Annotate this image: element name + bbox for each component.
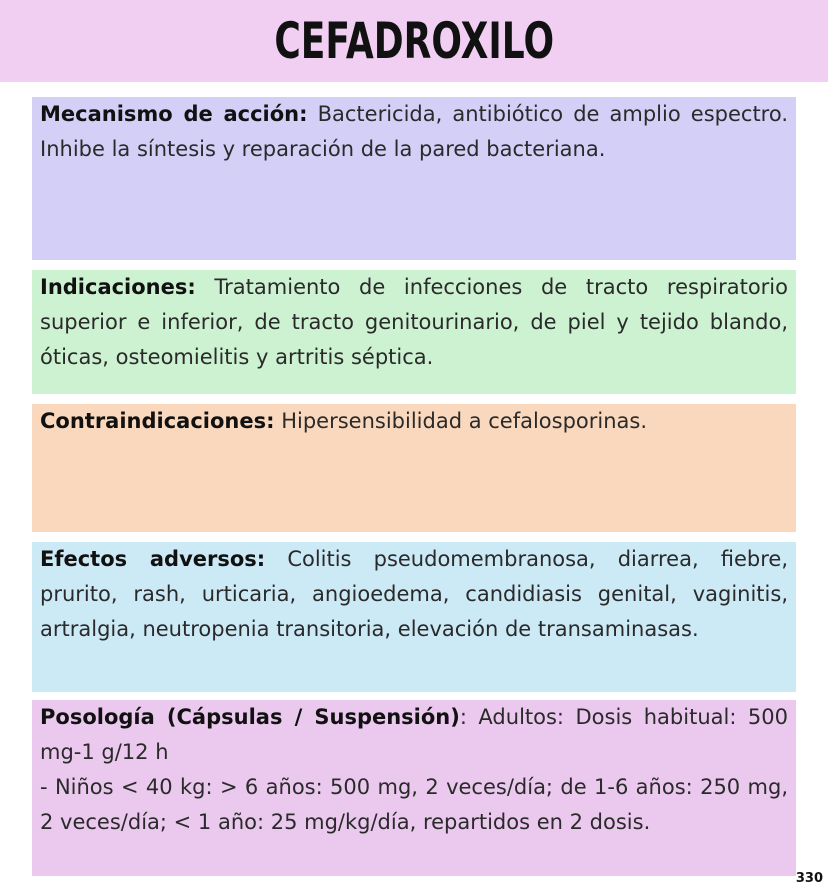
section-efectos-body [40,542,788,647]
section-mecanismo-label: Mecanismo de acción: [40,102,308,126]
section-contraindicaciones-body [40,404,788,439]
section-efectos-text: Colitis pseudomembranosa, diarrea, fiebre, prurito, rash, urticaria, angioedema, candidiasis genital, vaginitis, artralgia, neutropenia transitoria, elevación de transaminasas. [40,547,788,641]
page-number: 330 [795,871,823,886]
section-indicaciones-text: Tratamiento de infecciones de tracto respiratorio superior e inferior, de tracto genitourinario, de piel y tejido blando, óticas, osteomielitis y artritis séptica. [40,275,788,369]
section-efectos-adversos [32,542,796,692]
section-contraindicaciones-label: Contraindicaciones: [40,409,275,433]
section-indicaciones-label: Indicaciones: [40,275,196,299]
section-mecanismo-body [40,97,788,167]
page-title: CEFADROXILO [274,12,554,70]
section-posologia-text: : Adultos: Dosis habitual: 500 mg-1 g/12 h [40,705,788,764]
section-mecanismo [32,97,796,260]
section-posologia [32,700,796,876]
section-contraindicaciones-text: Hipersensibilidad a cefalosporinas. [274,409,648,433]
section-posologia-ninos: - Niños < 40 kg: > 6 años: 500 mg, 2 veces/día; de 1-6 años: 250 mg, 2 veces/día; < 1 año: 25 mg/kg/día, repartidos en 2 dosis. [40,775,788,834]
section-mecanismo-text: Bactericida, antibiótico de amplio espectro. Inhibe la síntesis y reparación de la pared bacteriana. [40,102,789,161]
section-posologia-body [40,700,788,770]
section-indicaciones-body [40,270,788,375]
section-posologia-label: Posología (Cápsulas / Suspensión) [40,705,460,729]
section-contraindicaciones [32,404,796,532]
section-indicaciones [32,270,796,394]
title-banner [0,0,828,82]
section-efectos-label: Efectos adversos: [40,547,266,571]
